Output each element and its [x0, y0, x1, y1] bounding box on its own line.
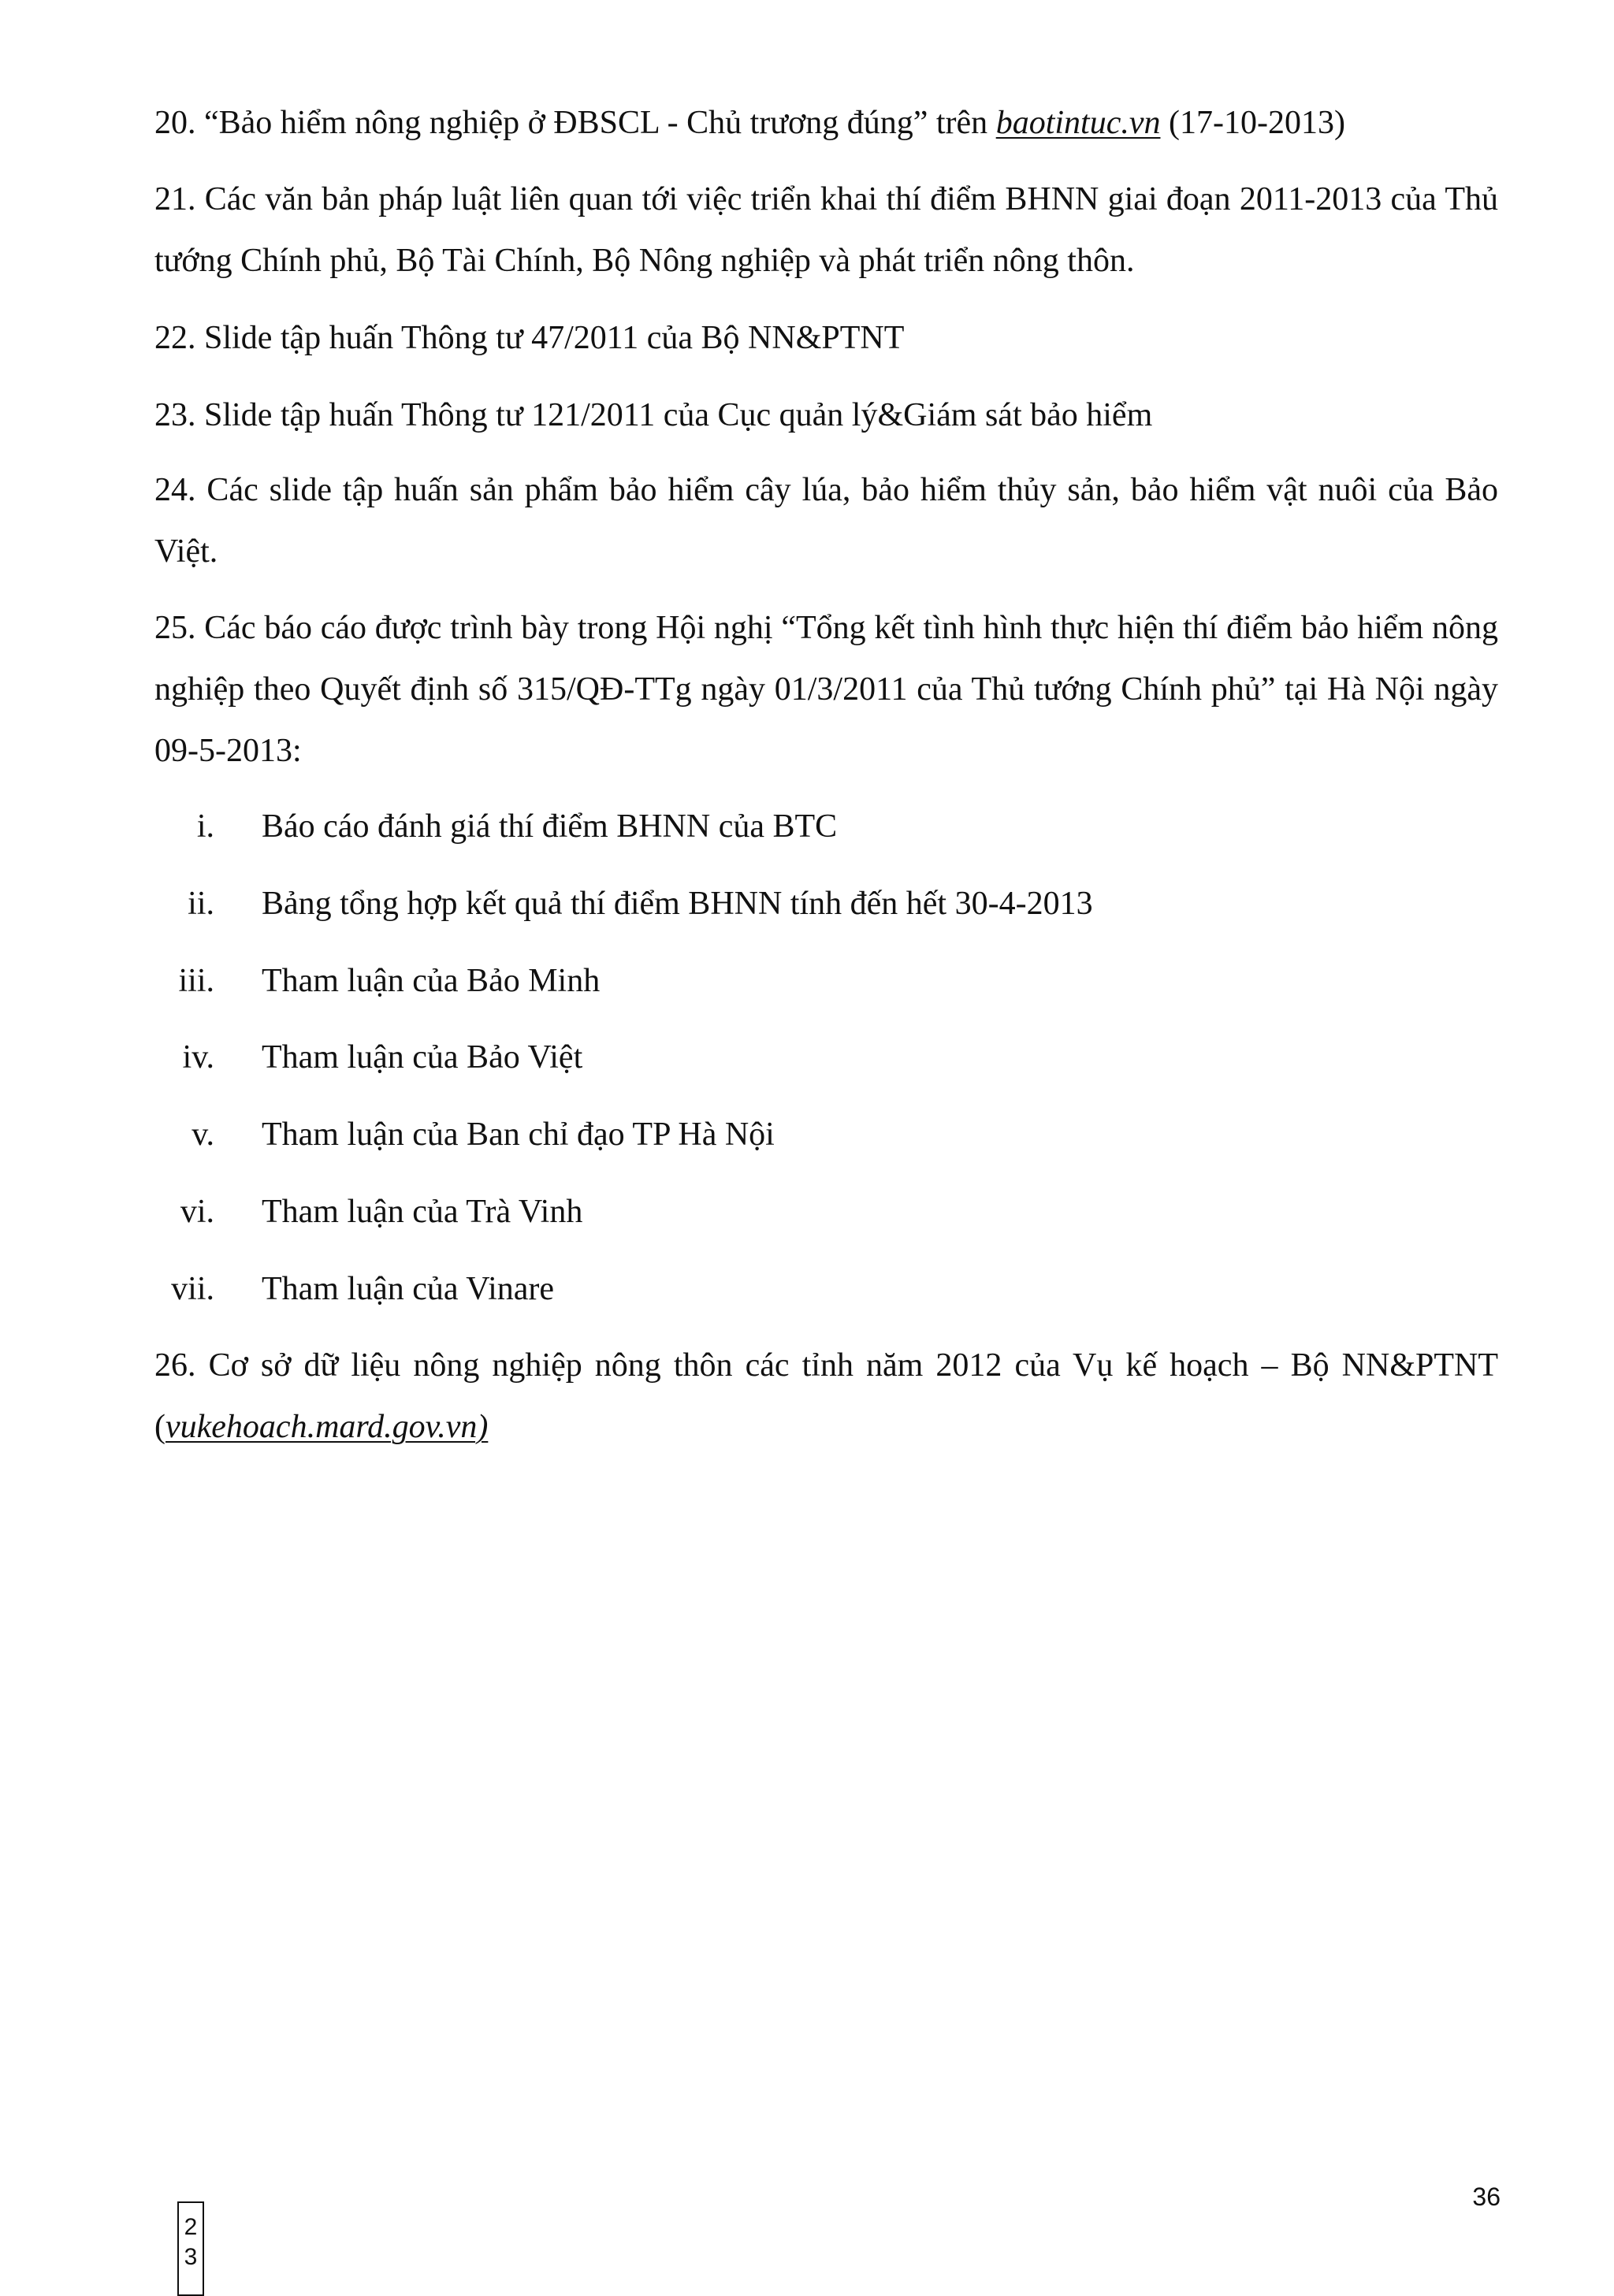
sub-item-number: iv.: [182, 1039, 214, 1076]
sub-item-iii: [154, 950, 1498, 1012]
sub-item-text: Tham luận của Vinare: [262, 1271, 555, 1307]
sub-item-number: iii.: [178, 963, 214, 999]
reference-25: 25. Các báo cáo được trình bày trong Hội nghị “Tổng kết tình hình thực hiện thí điểm bảo hiểm nông nghiệp theo Quyết định số 315/QĐ-TTg ngày 01/3/2011 của Thủ tướng Chính phủ” tại Hà Nội ngày 09-5-2013:: [154, 610, 1498, 769]
sub-item-number: ii.: [188, 886, 214, 922]
margin-page-box: 23: [177, 2201, 204, 2296]
reference-23: 23. Slide tập huấn Thông tư 121/2011 của Cục quản lý&Giám sát bảo hiểm: [154, 397, 1153, 433]
reference-20-text: 20. “Bảo hiểm nông nghiệp ở ĐBSCL - Chủ trương đúng” trên: [154, 105, 996, 141]
sub-item-text: Tham luận của Trà Vinh: [262, 1194, 583, 1230]
reference-26-text: 26. Cơ sở dữ liệu nông nghiệp nông thôn các tỉnh năm 2012 của Vụ kế hoạch – Bộ NN&PTNT (: [154, 1347, 1498, 1445]
sub-item-iv: [154, 1027, 1498, 1088]
sub-item-text: Báo cáo đánh giá thí điểm BHNN của BTC: [262, 808, 838, 845]
reference-22: 22. Slide tập huấn Thông tư 47/2011 của Bộ NN&PTNT: [154, 320, 905, 356]
reference-20: [154, 92, 1498, 154]
sub-item-text: Bảng tổng hợp kết quả thí điểm BHNN tính đến hết 30-4-2013: [262, 886, 1093, 922]
sub-item-i: [154, 796, 1498, 857]
reference-21: 21. Các văn bản pháp luật liên quan tới việc triển khai thí điểm BHNN giai đoạn 2011-2013 của Thủ tướng Chính phủ, Bộ Tài Chính, Bộ Nông nghiệp và phát triển nông thôn.: [154, 181, 1498, 279]
sub-item-number: v.: [192, 1116, 214, 1153]
reference-20-link[interactable]: baotintuc.vn: [995, 105, 1161, 141]
sub-item-text: Tham luận của Bảo Việt: [262, 1039, 583, 1076]
sub-item-number: i.: [196, 808, 214, 845]
sub-item-text: Tham luận của Bảo Minh: [262, 963, 601, 999]
sub-item-ii: [154, 873, 1498, 934]
reference-26: [154, 1335, 1498, 1458]
reference-26-link[interactable]: vukehoach.mard.gov.vn): [165, 1409, 489, 1445]
sub-item-v: [154, 1104, 1498, 1165]
page-number: 36: [1472, 2183, 1501, 2211]
reference-24: 24. Các slide tập huấn sản phẩm bảo hiểm cây lúa, bảo hiểm thủy sản, bảo hiểm vật nuôi của Bảo Việt.: [154, 472, 1498, 570]
sub-item-text: Tham luận của Ban chỉ đạo TP Hà Nội: [262, 1116, 775, 1153]
sub-item-number: vi.: [180, 1194, 214, 1230]
sub-item-vi: [154, 1181, 1498, 1243]
sub-item-vii: [154, 1258, 1498, 1320]
sub-item-number: vii.: [171, 1271, 214, 1307]
reference-20-date: (17-10-2013): [1160, 105, 1345, 141]
